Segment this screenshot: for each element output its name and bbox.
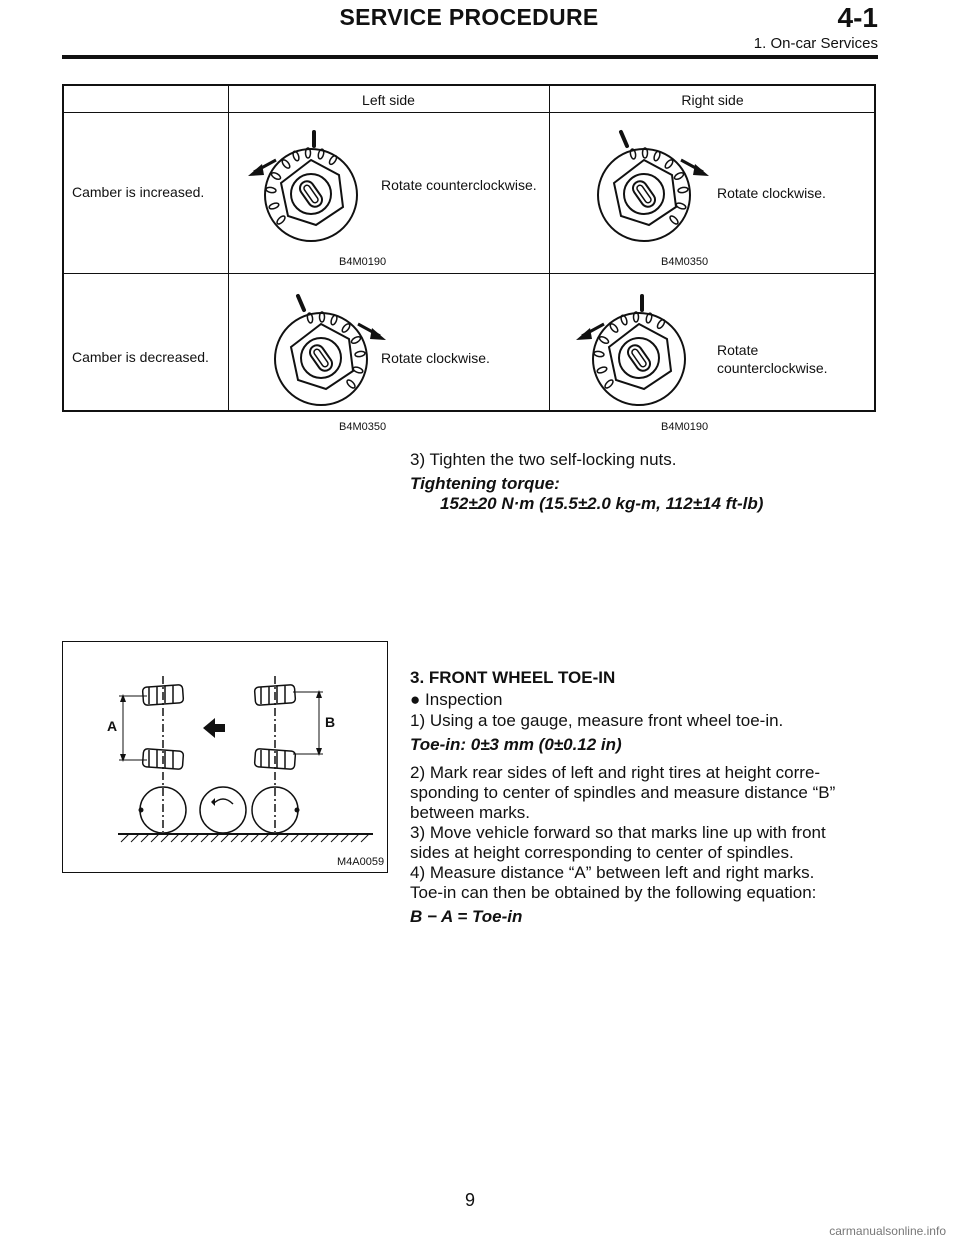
page-number: 9 — [464, 1190, 475, 1210]
instruction-text: Rotate counterclockwise. — [717, 342, 828, 376]
step-2-line-3: between marks. — [410, 803, 530, 822]
step-3-line-2: sides at height corresponding to center of spindles. — [410, 843, 794, 862]
instruction-text: Rotate counterclockwise. — [381, 177, 537, 193]
dimension-b-label: B — [325, 714, 336, 730]
adjuster-ccw-diagram — [236, 120, 386, 255]
inspection-bullet — [410, 690, 503, 710]
step-3-line-1: 3) Move vehicle forward so that marks line up with front — [410, 823, 826, 842]
torque-label: Tightening torque: — [410, 474, 560, 493]
watermark: carmanualsonline.info — [829, 1224, 946, 1238]
header-rule — [62, 55, 878, 59]
row-label-camber-decreased: Camber is decreased. — [72, 349, 209, 365]
step-1-text: 1) Using a toe gauge, measure front wheel toe-in. — [410, 711, 784, 730]
section-number: 4-1 — [837, 2, 878, 33]
adjuster-cw-diagram — [246, 284, 396, 419]
row-label-camber-increased: Camber is increased. — [72, 184, 205, 200]
step-4-line-2: Toe-in can then be obtained by the following equation: — [410, 883, 817, 902]
bullet-icon: ● — [410, 690, 421, 709]
figure-code: M4A0059 — [337, 856, 385, 868]
figure-code: B4M0350 — [339, 421, 387, 433]
bullet-text: Inspection — [425, 690, 503, 709]
figure-code: B4M0190 — [339, 256, 387, 268]
camber-adjustment-table — [62, 84, 876, 433]
header-right-side: Right side — [681, 92, 744, 108]
instruction-text: Rotate clockwise. — [381, 350, 490, 366]
torque-value: 152±20 N·m (15.5±2.0 kg-m, 112±14 ft-lb) — [440, 494, 764, 513]
toe-in-equation: B − A = Toe-in — [410, 907, 523, 926]
step-4-line-1: 4) Measure distance “A” between left and right marks. — [410, 863, 815, 882]
toe-in-heading: 3. FRONT WHEEL TOE-IN — [410, 668, 616, 687]
header-left-side: Left side — [362, 92, 415, 108]
adjuster-ccw-diagram — [564, 284, 714, 419]
step-3-text: 3) Tighten the two self-locking nuts. — [410, 450, 677, 469]
subsection-title: 1. On-car Services — [753, 35, 878, 52]
toe-in-diagram — [62, 641, 388, 873]
figure-code: B4M0190 — [661, 421, 709, 433]
step-2-line-2: sponding to center of spindles and measure distance “B” — [410, 783, 836, 802]
figure-code: B4M0350 — [661, 256, 709, 268]
instruction-text: Rotate clockwise. — [717, 185, 826, 201]
toe-in-spec: Toe-in: 0±3 mm (0±0.12 in) — [410, 735, 622, 754]
section-title: SERVICE PROCEDURE — [339, 4, 599, 30]
adjuster-cw-diagram — [569, 120, 719, 255]
step-2-line-1: 2) Mark rear sides of left and right tires at height corre- — [410, 763, 821, 782]
dimension-a-label: A — [107, 718, 118, 734]
